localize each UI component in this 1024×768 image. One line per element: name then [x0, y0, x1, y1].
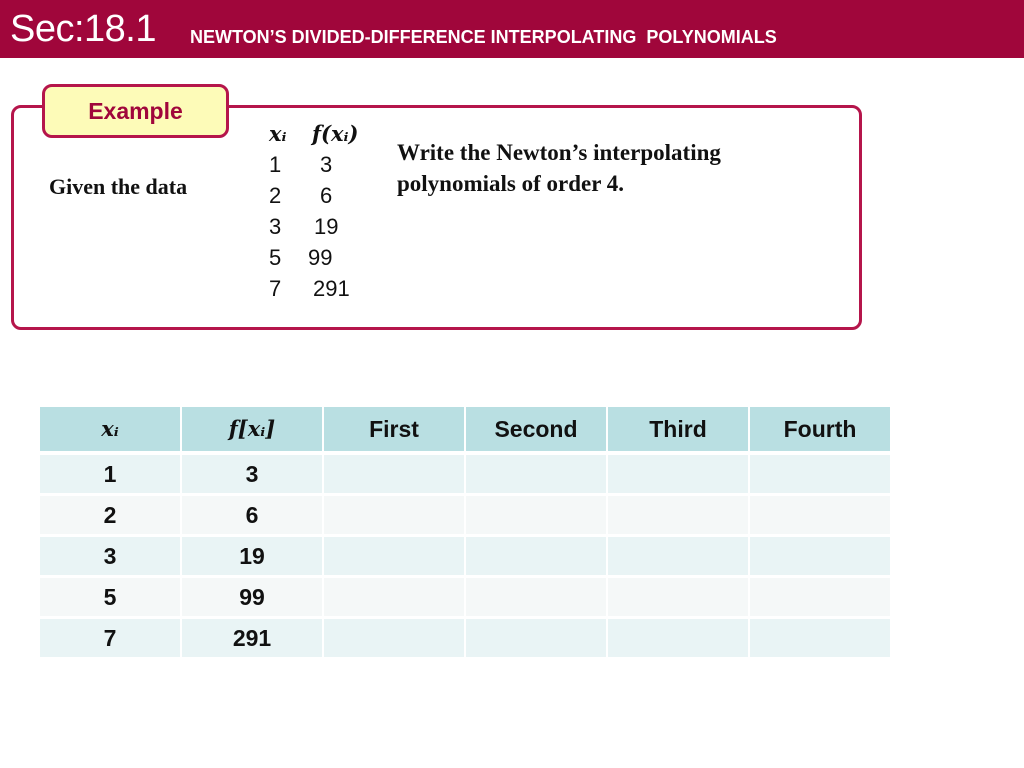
given-data-x: 7: [269, 276, 282, 301]
slide-title: NEWTON’S DIVIDED-DIFFERENCE INTERPOLATING POLYNOMIALS: [190, 27, 777, 47]
table-cell: [465, 536, 607, 577]
table-cell: [749, 577, 891, 618]
section-number: Sec:18.1: [10, 8, 156, 50]
table-cell: 6: [181, 495, 323, 536]
table-cell: [749, 536, 891, 577]
table-cell: [465, 495, 607, 536]
table-row: [39, 577, 891, 618]
table-cell: 99: [181, 577, 323, 618]
table-cell: [607, 536, 749, 577]
table-cell: 1: [39, 453, 181, 495]
table-cell: 291: [181, 618, 323, 659]
column-header-fourth: Fourth: [749, 407, 891, 453]
given-data-f-header: f(xᵢ): [312, 121, 359, 146]
example-label: Example: [42, 84, 229, 138]
table-cell: [749, 618, 891, 659]
table-cell: 5: [39, 577, 181, 618]
table-cell: 2: [39, 495, 181, 536]
table-cell: 3: [39, 536, 181, 577]
table-row: [39, 495, 891, 536]
table-cell: [465, 577, 607, 618]
table-cell: 7: [39, 618, 181, 659]
divided-difference-table: [38, 407, 892, 660]
column-header-first: First: [323, 407, 465, 453]
table-cell: [323, 495, 465, 536]
table-row: [39, 536, 891, 577]
table-cell: [323, 536, 465, 577]
table-cell: [607, 495, 749, 536]
given-data-x: 5: [269, 245, 282, 270]
given-data-f: 291: [313, 276, 350, 301]
table-cell: [465, 453, 607, 495]
given-data-table: [268, 118, 378, 304]
given-data-x: 3: [269, 214, 282, 239]
given-data-x-header: xᵢ: [269, 121, 287, 146]
given-data-f: 6: [320, 183, 333, 208]
table-cell: 3: [181, 453, 323, 495]
given-data-f: 19: [314, 214, 339, 239]
column-header-x: xᵢ: [39, 407, 181, 453]
column-header-second: Second: [465, 407, 607, 453]
given-data-f: 99: [308, 245, 333, 270]
given-data-f: 3: [320, 152, 333, 177]
column-header-f: f[xᵢ]: [181, 407, 323, 453]
given-data-row: [268, 273, 378, 304]
table-row: [39, 618, 891, 659]
problem-statement: Write the Newton’s interpolating polynomials of order 4.: [397, 140, 721, 196]
table-cell: [607, 618, 749, 659]
given-text: Given the data: [49, 174, 188, 199]
given-data-row: [268, 180, 378, 211]
column-header-third: Third: [607, 407, 749, 453]
table-row: [39, 453, 891, 495]
slide-header: [0, 0, 1024, 58]
table-cell: [607, 453, 749, 495]
given-data-row: [268, 242, 378, 273]
table-cell: 19: [181, 536, 323, 577]
table-cell: [607, 577, 749, 618]
given-data-header: [268, 118, 378, 149]
given-data-x: 1: [269, 152, 282, 177]
given-data-row: [268, 149, 378, 180]
table-cell: [323, 453, 465, 495]
table-cell: [465, 618, 607, 659]
given-data-row: [268, 211, 378, 242]
given-data-x: 2: [269, 183, 282, 208]
table-header-row: [39, 407, 891, 453]
table-cell: [323, 618, 465, 659]
table-cell: [323, 577, 465, 618]
table-cell: [749, 453, 891, 495]
table-cell: [749, 495, 891, 536]
